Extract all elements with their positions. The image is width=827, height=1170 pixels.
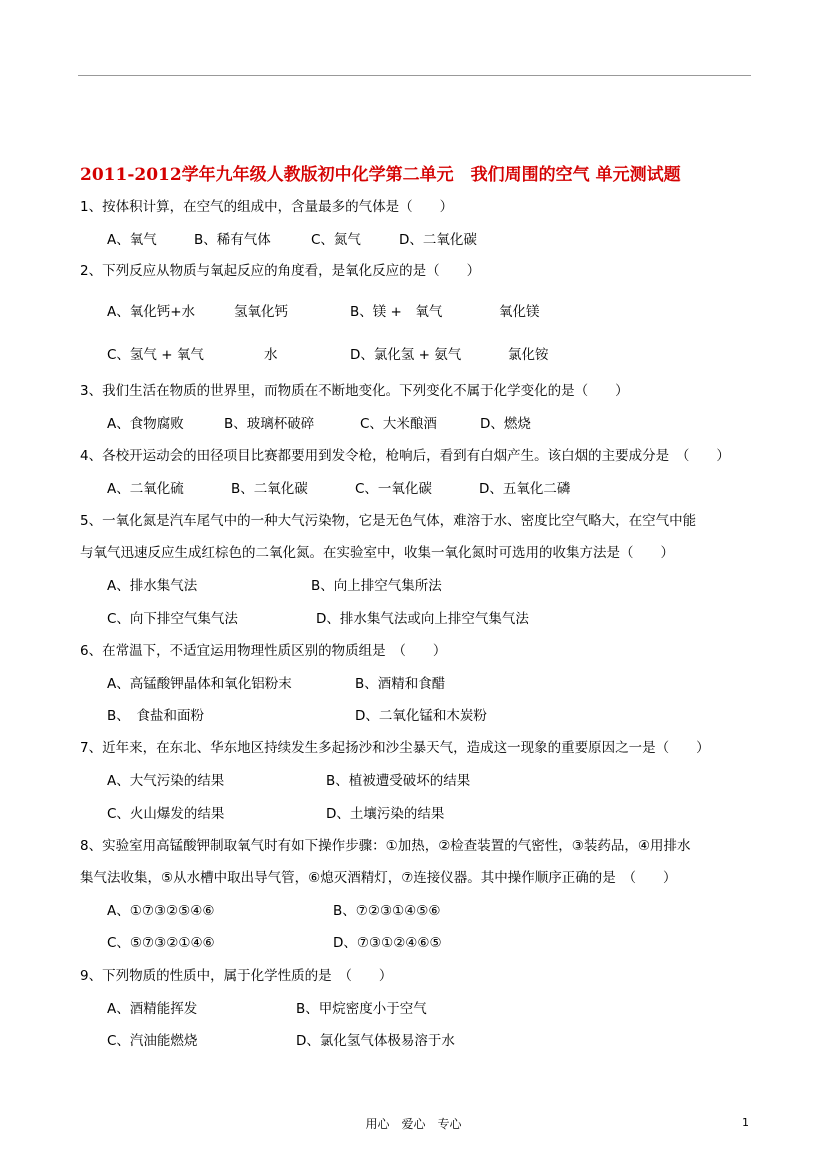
q9-option-b: B、甲烷密度小于空气 — [296, 1001, 427, 1017]
q2-option-b-product: 氧化镁 — [499, 304, 540, 320]
question-1: 1、按体积计算，在空气的组成中，含量最多的气体是（ ） — [80, 199, 454, 215]
q2-option-b: B、镁 + 氧气 — [350, 304, 443, 320]
q3-option-a: A、食物腐败 — [107, 416, 184, 432]
question-2: 2、下列反应从物质与氧起反应的角度看，是氧化反应的是（ ） — [80, 263, 481, 279]
q4-option-a: A、二氧化硫 — [107, 481, 184, 497]
q7-option-d: D、土壤污染的结果 — [326, 806, 445, 822]
q4-option-b: B、二氧化碳 — [231, 481, 308, 497]
question-5: 5、一氧化氮是汽车尾气中的一种大气污染物，它是无色气体，难溶于水、密度比空气略大，在空气中能 — [80, 513, 697, 529]
q1-option-c: C、氮气 — [311, 232, 361, 248]
q3-option-d: D、燃烧 — [480, 416, 531, 432]
q2-option-c: C、氢气 + 氧气 — [107, 347, 204, 363]
q5-option-b: B、向上排空气集所法 — [311, 578, 442, 594]
q8-option-c: C、⑤⑦③②①④⑥ — [107, 935, 215, 951]
question-7: 7、近年来，在东北、华东地区持续发生多起扬沙和沙尘暴天气，造成这一现象的重要原因之一是（ ） — [80, 740, 710, 756]
question-6: 6、在常温下，不适宜运用物理性质区别的物质组是 （ ） — [80, 643, 447, 659]
q7-option-a: A、大气污染的结果 — [107, 773, 225, 789]
q2-option-a-product: 氢氧化钙 — [234, 304, 288, 320]
q1-option-d: D、二氧化碳 — [399, 232, 477, 248]
q2-option-d-product: 氯化铵 — [508, 347, 549, 363]
question-9: 9、下列物质的性质中，属于化学性质的是 （ ） — [80, 968, 393, 984]
q5-option-a: A、排水集气法 — [107, 578, 198, 594]
document-title: 2011-2012学年九年级人教版初中化学第二单元 我们周围的空气 单元测试题 — [80, 165, 681, 185]
page-number: 1 — [742, 1116, 749, 1129]
q6-option-a: A、高锰酸钾晶体和氧化铝粉末 — [107, 676, 292, 692]
q1-option-b: B、稀有气体 — [194, 232, 271, 248]
page-footer: 用心 爱心 专心 — [365, 1117, 462, 1131]
q4-option-d: D、五氧化二磷 — [479, 481, 571, 497]
q4-option-c: C、一氧化碳 — [355, 481, 432, 497]
q6-option-d: D、二氧化锰和木炭粉 — [355, 708, 487, 724]
q7-option-c: C、火山爆发的结果 — [107, 806, 225, 822]
q9-option-c: C、汽油能燃烧 — [107, 1033, 198, 1049]
q8-option-a: A、①⑦③②⑤④⑥ — [107, 903, 215, 919]
q6-option-b: B、酒精和食醋 — [355, 676, 446, 692]
header-rule — [78, 75, 751, 76]
q2-option-c-product: 水 — [264, 347, 278, 363]
q3-option-c: C、大米酿酒 — [360, 416, 437, 432]
q9-option-d: D、氯化氢气体极易溶于水 — [296, 1033, 455, 1049]
q2-option-a: A、氧化钙+水 — [107, 304, 196, 320]
question-5-continued: 与氧气迅速反应生成红棕色的二氧化氮。在实验室中，收集一氧化氮时可选用的收集方法是（ ） — [80, 545, 674, 561]
question-3: 3、我们生活在物质的世界里，而物质在不断地变化。下列变化不属于化学变化的是（ ） — [80, 383, 629, 399]
question-8: 8、实验室用高锰酸钾制取氧气时有如下操作步骤：①加热，②检查装置的气密性，③装药品，④用排水 — [80, 838, 691, 854]
q8-option-b: B、⑦②③①④⑤⑥ — [333, 903, 441, 919]
q1-option-a: A、氧气 — [107, 232, 157, 248]
q8-option-d: D、⑦③①②④⑥⑤ — [333, 935, 442, 951]
q7-option-b: B、植被遭受破坏的结果 — [326, 773, 471, 789]
q9-option-a: A、酒精能挥发 — [107, 1001, 198, 1017]
q2-option-d: D、氯化氢 + 氨气 — [350, 347, 462, 363]
q5-option-d: D、排水集气法或向上排空气集气法 — [316, 611, 529, 627]
q3-option-b: B、玻璃杯破碎 — [224, 416, 315, 432]
question-4: 4、各校开运动会的田径项目比赛都要用到发令枪，枪响后，看到有白烟产生。该白烟的主要成分是 （ ） — [80, 448, 730, 464]
q6-option-b2: B、 食盐和面粉 — [107, 708, 205, 724]
q5-option-c: C、向下排空气集气法 — [107, 611, 238, 627]
question-8-continued: 集气法收集，⑤从水槽中取出导气管，⑥熄灭酒精灯，⑦连接仪器。其中操作顺序正确的是 （ ） — [80, 870, 677, 886]
